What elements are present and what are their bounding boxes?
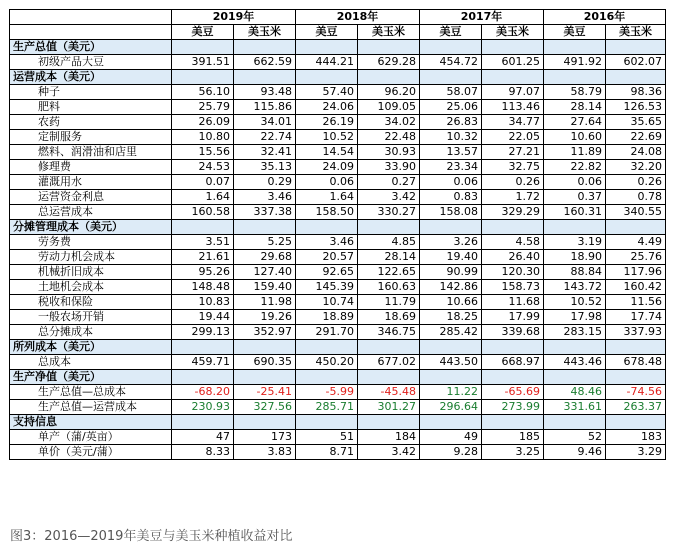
section-title: 分摊管理成本（美元） bbox=[10, 220, 172, 235]
value-cell: 32.75 bbox=[482, 160, 544, 175]
section-header-row bbox=[10, 340, 666, 355]
value-cell: 14.54 bbox=[296, 145, 358, 160]
value-cell: 48.46 bbox=[544, 385, 606, 400]
value-cell: 160.31 bbox=[544, 205, 606, 220]
value-cell: 26.83 bbox=[420, 115, 482, 130]
value-cell: 8.71 bbox=[296, 445, 358, 460]
value-cell: 327.56 bbox=[234, 400, 296, 415]
year-header: 2019年 bbox=[172, 10, 296, 25]
value-cell: 4.49 bbox=[606, 235, 666, 250]
section-blank-cell bbox=[420, 370, 482, 385]
value-cell: 10.80 bbox=[172, 130, 234, 145]
row-label: 肥料 bbox=[10, 100, 172, 115]
value-cell: 5.25 bbox=[234, 235, 296, 250]
year-header: 2017年 bbox=[420, 10, 544, 25]
value-cell: 24.08 bbox=[606, 145, 666, 160]
value-cell: 11.56 bbox=[606, 295, 666, 310]
table-body bbox=[10, 40, 666, 460]
table-row bbox=[10, 325, 666, 340]
value-cell: 26.40 bbox=[482, 250, 544, 265]
year-header: 2016年 bbox=[544, 10, 666, 25]
value-cell: 10.32 bbox=[420, 130, 482, 145]
table-row bbox=[10, 310, 666, 325]
section-blank-cell bbox=[482, 340, 544, 355]
value-cell: 4.85 bbox=[358, 235, 420, 250]
value-cell: 337.38 bbox=[234, 205, 296, 220]
value-cell: 56.10 bbox=[172, 85, 234, 100]
section-blank-cell bbox=[420, 40, 482, 55]
value-cell: 25.76 bbox=[606, 250, 666, 265]
table-row bbox=[10, 160, 666, 175]
section-blank-cell bbox=[296, 220, 358, 235]
value-cell: 29.68 bbox=[234, 250, 296, 265]
value-cell: 159.40 bbox=[234, 280, 296, 295]
row-label: 生产总值—运营成本 bbox=[10, 400, 172, 415]
value-cell: 58.07 bbox=[420, 85, 482, 100]
value-cell: 27.21 bbox=[482, 145, 544, 160]
row-label: 农药 bbox=[10, 115, 172, 130]
value-cell: 3.29 bbox=[606, 445, 666, 460]
value-cell: 184 bbox=[358, 430, 420, 445]
value-cell: 24.06 bbox=[296, 100, 358, 115]
value-cell: 0.06 bbox=[420, 175, 482, 190]
value-cell: 95.26 bbox=[172, 265, 234, 280]
row-label: 总运营成本 bbox=[10, 205, 172, 220]
section-title: 支持信息 bbox=[10, 415, 172, 430]
value-cell: -25.41 bbox=[234, 385, 296, 400]
value-cell: 346.75 bbox=[358, 325, 420, 340]
table-row bbox=[10, 85, 666, 100]
row-label: 机械折旧成本 bbox=[10, 265, 172, 280]
value-cell: 10.74 bbox=[296, 295, 358, 310]
value-cell: 126.53 bbox=[606, 100, 666, 115]
value-cell: 285.71 bbox=[296, 400, 358, 415]
value-cell: 3.46 bbox=[234, 190, 296, 205]
value-cell: 491.92 bbox=[544, 55, 606, 70]
value-cell: 17.98 bbox=[544, 310, 606, 325]
value-cell: 444.21 bbox=[296, 55, 358, 70]
value-cell: 11.89 bbox=[544, 145, 606, 160]
value-cell: 459.71 bbox=[172, 355, 234, 370]
value-cell: 285.42 bbox=[420, 325, 482, 340]
row-label: 税收和保险 bbox=[10, 295, 172, 310]
value-cell: 263.37 bbox=[606, 400, 666, 415]
row-label: 单产（蒲/英亩） bbox=[10, 430, 172, 445]
section-blank-cell bbox=[234, 220, 296, 235]
table-row bbox=[10, 355, 666, 370]
value-cell: 10.60 bbox=[544, 130, 606, 145]
value-cell: 0.37 bbox=[544, 190, 606, 205]
corner-cell bbox=[10, 10, 172, 25]
value-cell: 1.64 bbox=[296, 190, 358, 205]
section-blank-cell bbox=[358, 340, 420, 355]
value-cell: 273.99 bbox=[482, 400, 544, 415]
value-cell: -74.56 bbox=[606, 385, 666, 400]
value-cell: 443.50 bbox=[420, 355, 482, 370]
value-cell: 160.42 bbox=[606, 280, 666, 295]
section-title: 运营成本（美元） bbox=[10, 70, 172, 85]
value-cell: 1.72 bbox=[482, 190, 544, 205]
table-row bbox=[10, 295, 666, 310]
value-cell: 24.09 bbox=[296, 160, 358, 175]
section-blank-cell bbox=[544, 370, 606, 385]
value-cell: 391.51 bbox=[172, 55, 234, 70]
section-header-row bbox=[10, 370, 666, 385]
value-cell: 291.70 bbox=[296, 325, 358, 340]
value-cell: 25.79 bbox=[172, 100, 234, 115]
value-cell: 98.36 bbox=[606, 85, 666, 100]
value-cell: 13.57 bbox=[420, 145, 482, 160]
value-cell: 96.20 bbox=[358, 85, 420, 100]
value-cell: 330.27 bbox=[358, 205, 420, 220]
value-cell: 0.27 bbox=[358, 175, 420, 190]
value-cell: 145.39 bbox=[296, 280, 358, 295]
section-blank-cell bbox=[234, 40, 296, 55]
section-blank-cell bbox=[358, 415, 420, 430]
value-cell: 19.26 bbox=[234, 310, 296, 325]
cost-benefit-table bbox=[9, 9, 665, 460]
value-cell: 299.13 bbox=[172, 325, 234, 340]
crop-header-row bbox=[10, 25, 666, 40]
value-cell: 21.61 bbox=[172, 250, 234, 265]
value-cell: -68.20 bbox=[172, 385, 234, 400]
value-cell: 331.61 bbox=[544, 400, 606, 415]
value-cell: 97.07 bbox=[482, 85, 544, 100]
value-cell: 690.35 bbox=[234, 355, 296, 370]
section-blank-cell bbox=[172, 70, 234, 85]
crop-header: 美豆 bbox=[420, 25, 482, 40]
section-blank-cell bbox=[544, 40, 606, 55]
value-cell: 143.72 bbox=[544, 280, 606, 295]
crop-header: 美豆 bbox=[544, 25, 606, 40]
value-cell: 340.55 bbox=[606, 205, 666, 220]
value-cell: 19.44 bbox=[172, 310, 234, 325]
value-cell: 9.28 bbox=[420, 445, 482, 460]
value-cell: 3.46 bbox=[296, 235, 358, 250]
section-header-row bbox=[10, 220, 666, 235]
value-cell: 117.96 bbox=[606, 265, 666, 280]
table-row bbox=[10, 445, 666, 460]
section-blank-cell bbox=[296, 340, 358, 355]
value-cell: 23.34 bbox=[420, 160, 482, 175]
value-cell: 90.99 bbox=[420, 265, 482, 280]
value-cell: 10.66 bbox=[420, 295, 482, 310]
value-cell: 678.48 bbox=[606, 355, 666, 370]
row-label: 单价（美元/蒲） bbox=[10, 445, 172, 460]
value-cell: 92.65 bbox=[296, 265, 358, 280]
value-cell: 127.40 bbox=[234, 265, 296, 280]
section-blank-cell bbox=[606, 40, 666, 55]
table-row bbox=[10, 205, 666, 220]
value-cell: 27.64 bbox=[544, 115, 606, 130]
section-blank-cell bbox=[172, 220, 234, 235]
value-cell: 602.07 bbox=[606, 55, 666, 70]
value-cell: 337.93 bbox=[606, 325, 666, 340]
value-cell: 160.58 bbox=[172, 205, 234, 220]
section-blank-cell bbox=[358, 70, 420, 85]
value-cell: 296.64 bbox=[420, 400, 482, 415]
value-cell: 33.90 bbox=[358, 160, 420, 175]
value-cell: 11.98 bbox=[234, 295, 296, 310]
value-cell: 26.19 bbox=[296, 115, 358, 130]
value-cell: 10.52 bbox=[296, 130, 358, 145]
section-blank-cell bbox=[606, 415, 666, 430]
value-cell: 18.90 bbox=[544, 250, 606, 265]
section-blank-cell bbox=[606, 220, 666, 235]
row-label: 生产总值—总成本 bbox=[10, 385, 172, 400]
value-cell: 3.19 bbox=[544, 235, 606, 250]
section-blank-cell bbox=[420, 415, 482, 430]
value-cell: 230.93 bbox=[172, 400, 234, 415]
section-title: 生产净值（美元） bbox=[10, 370, 172, 385]
value-cell: 454.72 bbox=[420, 55, 482, 70]
section-blank-cell bbox=[544, 220, 606, 235]
section-title: 生产总值（美元） bbox=[10, 40, 172, 55]
value-cell: 352.97 bbox=[234, 325, 296, 340]
section-header-row bbox=[10, 40, 666, 55]
row-label: 种子 bbox=[10, 85, 172, 100]
corner-cell bbox=[10, 25, 172, 40]
value-cell: 28.14 bbox=[358, 250, 420, 265]
value-cell: 443.46 bbox=[544, 355, 606, 370]
value-cell: 0.07 bbox=[172, 175, 234, 190]
value-cell: 22.74 bbox=[234, 130, 296, 145]
value-cell: 52 bbox=[544, 430, 606, 445]
value-cell: 18.89 bbox=[296, 310, 358, 325]
value-cell: 58.79 bbox=[544, 85, 606, 100]
row-label: 土地机会成本 bbox=[10, 280, 172, 295]
value-cell: 18.69 bbox=[358, 310, 420, 325]
section-blank-cell bbox=[420, 340, 482, 355]
value-cell: 0.26 bbox=[606, 175, 666, 190]
crop-header: 美豆 bbox=[296, 25, 358, 40]
table-row bbox=[10, 190, 666, 205]
value-cell: 17.99 bbox=[482, 310, 544, 325]
value-cell: 24.53 bbox=[172, 160, 234, 175]
value-cell: 32.41 bbox=[234, 145, 296, 160]
section-blank-cell bbox=[358, 40, 420, 55]
value-cell: 301.27 bbox=[358, 400, 420, 415]
value-cell: 183 bbox=[606, 430, 666, 445]
row-label: 总分摊成本 bbox=[10, 325, 172, 340]
value-cell: 10.83 bbox=[172, 295, 234, 310]
row-label: 劳务费 bbox=[10, 235, 172, 250]
section-blank-cell bbox=[234, 70, 296, 85]
value-cell: 11.68 bbox=[482, 295, 544, 310]
section-blank-cell bbox=[296, 415, 358, 430]
section-blank-cell bbox=[482, 220, 544, 235]
row-label: 一般农场开销 bbox=[10, 310, 172, 325]
value-cell: 329.29 bbox=[482, 205, 544, 220]
value-cell: 0.06 bbox=[544, 175, 606, 190]
value-cell: 34.02 bbox=[358, 115, 420, 130]
value-cell: 22.82 bbox=[544, 160, 606, 175]
row-label: 运营资金利息 bbox=[10, 190, 172, 205]
section-blank-cell bbox=[358, 370, 420, 385]
table-row bbox=[10, 430, 666, 445]
section-blank-cell bbox=[172, 40, 234, 55]
row-label: 初级产品大豆 bbox=[10, 55, 172, 70]
section-blank-cell bbox=[172, 415, 234, 430]
value-cell: 601.25 bbox=[482, 55, 544, 70]
value-cell: 0.26 bbox=[482, 175, 544, 190]
section-blank-cell bbox=[544, 415, 606, 430]
value-cell: 35.13 bbox=[234, 160, 296, 175]
value-cell: 668.97 bbox=[482, 355, 544, 370]
section-blank-cell bbox=[358, 220, 420, 235]
section-blank-cell bbox=[606, 70, 666, 85]
value-cell: 88.84 bbox=[544, 265, 606, 280]
value-cell: 1.64 bbox=[172, 190, 234, 205]
value-cell: 122.65 bbox=[358, 265, 420, 280]
value-cell: 20.57 bbox=[296, 250, 358, 265]
section-blank-cell bbox=[420, 70, 482, 85]
value-cell: 32.20 bbox=[606, 160, 666, 175]
row-label: 劳动力机会成本 bbox=[10, 250, 172, 265]
section-blank-cell bbox=[482, 370, 544, 385]
value-cell: 629.28 bbox=[358, 55, 420, 70]
section-blank-cell bbox=[296, 370, 358, 385]
section-header-row bbox=[10, 415, 666, 430]
value-cell: 339.68 bbox=[482, 325, 544, 340]
value-cell: 3.25 bbox=[482, 445, 544, 460]
value-cell: 30.93 bbox=[358, 145, 420, 160]
value-cell: 22.48 bbox=[358, 130, 420, 145]
table-row bbox=[10, 130, 666, 145]
value-cell: 47 bbox=[172, 430, 234, 445]
row-label: 修理费 bbox=[10, 160, 172, 175]
year-header-row bbox=[10, 10, 666, 25]
section-header-row bbox=[10, 70, 666, 85]
value-cell: 34.01 bbox=[234, 115, 296, 130]
section-blank-cell bbox=[234, 370, 296, 385]
value-cell: 148.48 bbox=[172, 280, 234, 295]
crop-header: 美玉米 bbox=[234, 25, 296, 40]
value-cell: 3.42 bbox=[358, 445, 420, 460]
figure-caption: 图3：2016—2019年美豆与美玉米种植收益对比 bbox=[10, 529, 293, 544]
table-row bbox=[10, 400, 666, 415]
value-cell: 185 bbox=[482, 430, 544, 445]
value-cell: 93.48 bbox=[234, 85, 296, 100]
value-cell: 22.69 bbox=[606, 130, 666, 145]
section-blank-cell bbox=[296, 40, 358, 55]
value-cell: 160.63 bbox=[358, 280, 420, 295]
section-blank-cell bbox=[296, 70, 358, 85]
value-cell: 18.25 bbox=[420, 310, 482, 325]
table-row bbox=[10, 145, 666, 160]
crop-header: 美玉米 bbox=[606, 25, 666, 40]
table-row bbox=[10, 385, 666, 400]
value-cell: 115.86 bbox=[234, 100, 296, 115]
value-cell: 34.77 bbox=[482, 115, 544, 130]
value-cell: 158.50 bbox=[296, 205, 358, 220]
section-blank-cell bbox=[544, 340, 606, 355]
section-blank-cell bbox=[544, 70, 606, 85]
value-cell: -65.69 bbox=[482, 385, 544, 400]
crop-header: 美玉米 bbox=[358, 25, 420, 40]
value-cell: 11.79 bbox=[358, 295, 420, 310]
value-cell: 113.46 bbox=[482, 100, 544, 115]
value-cell: 35.65 bbox=[606, 115, 666, 130]
value-cell: 662.59 bbox=[234, 55, 296, 70]
table-row bbox=[10, 265, 666, 280]
crop-header: 美玉米 bbox=[482, 25, 544, 40]
section-blank-cell bbox=[420, 220, 482, 235]
value-cell: 158.73 bbox=[482, 280, 544, 295]
value-cell: 8.33 bbox=[172, 445, 234, 460]
value-cell: 10.52 bbox=[544, 295, 606, 310]
value-cell: 283.15 bbox=[544, 325, 606, 340]
value-cell: 173 bbox=[234, 430, 296, 445]
section-blank-cell bbox=[482, 415, 544, 430]
crop-header: 美豆 bbox=[172, 25, 234, 40]
value-cell: 109.05 bbox=[358, 100, 420, 115]
table-row bbox=[10, 115, 666, 130]
value-cell: 0.06 bbox=[296, 175, 358, 190]
section-blank-cell bbox=[172, 340, 234, 355]
table-row bbox=[10, 235, 666, 250]
value-cell: 158.08 bbox=[420, 205, 482, 220]
row-label: 总成本 bbox=[10, 355, 172, 370]
row-label: 燃料、润滑油和店里 bbox=[10, 145, 172, 160]
value-cell: 3.26 bbox=[420, 235, 482, 250]
value-cell: -5.99 bbox=[296, 385, 358, 400]
section-blank-cell bbox=[606, 340, 666, 355]
value-cell: 3.51 bbox=[172, 235, 234, 250]
value-cell: 142.86 bbox=[420, 280, 482, 295]
year-header: 2018年 bbox=[296, 10, 420, 25]
value-cell: 28.14 bbox=[544, 100, 606, 115]
value-cell: 19.40 bbox=[420, 250, 482, 265]
value-cell: 49 bbox=[420, 430, 482, 445]
value-cell: 0.29 bbox=[234, 175, 296, 190]
value-cell: 17.74 bbox=[606, 310, 666, 325]
value-cell: 51 bbox=[296, 430, 358, 445]
value-cell: 26.09 bbox=[172, 115, 234, 130]
section-blank-cell bbox=[482, 70, 544, 85]
value-cell: 0.78 bbox=[606, 190, 666, 205]
row-label: 定制服务 bbox=[10, 130, 172, 145]
value-cell: 4.58 bbox=[482, 235, 544, 250]
section-blank-cell bbox=[482, 40, 544, 55]
value-cell: 22.05 bbox=[482, 130, 544, 145]
row-label: 灌溉用水 bbox=[10, 175, 172, 190]
value-cell: 25.06 bbox=[420, 100, 482, 115]
section-blank-cell bbox=[172, 370, 234, 385]
table-row bbox=[10, 250, 666, 265]
section-blank-cell bbox=[234, 340, 296, 355]
value-cell: 450.20 bbox=[296, 355, 358, 370]
value-cell: 3.83 bbox=[234, 445, 296, 460]
value-cell: 3.42 bbox=[358, 190, 420, 205]
value-cell: 677.02 bbox=[358, 355, 420, 370]
value-cell: 11.22 bbox=[420, 385, 482, 400]
value-cell: 0.83 bbox=[420, 190, 482, 205]
value-cell: 57.40 bbox=[296, 85, 358, 100]
table-row bbox=[10, 55, 666, 70]
table-row bbox=[10, 280, 666, 295]
value-cell: -45.48 bbox=[358, 385, 420, 400]
table-row bbox=[10, 100, 666, 115]
value-cell: 9.46 bbox=[544, 445, 606, 460]
section-title: 所列成本（美元） bbox=[10, 340, 172, 355]
section-blank-cell bbox=[606, 370, 666, 385]
value-cell: 120.30 bbox=[482, 265, 544, 280]
table-row bbox=[10, 175, 666, 190]
value-cell: 15.56 bbox=[172, 145, 234, 160]
section-blank-cell bbox=[234, 415, 296, 430]
